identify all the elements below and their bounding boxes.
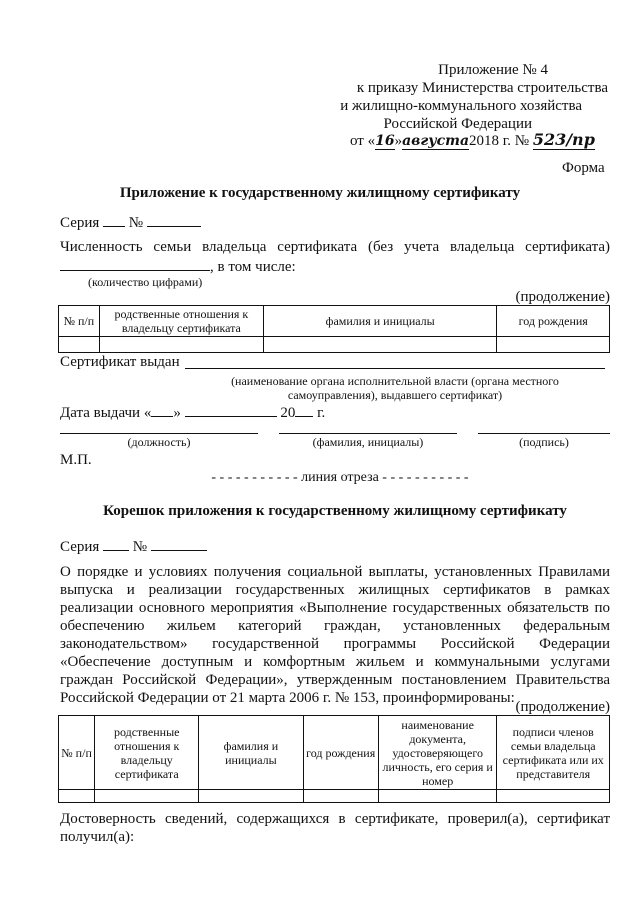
- paragraph-line: граждан Российской Федерации», утвержденным постановлением Правительства: [60, 672, 610, 688]
- table-cell: [497, 337, 610, 353]
- family-count-text: Численность семьи владельца сертификата (без учета владельца сертификата): [60, 239, 610, 255]
- series-label: Серия: [60, 215, 100, 231]
- col-header-relation: родственные отношения к владельцу сертификата: [95, 716, 199, 790]
- form-label: Форма: [562, 160, 605, 176]
- verification-line1: Достоверность сведений, содержащихся в сертификате, проверил(а), сертификат: [60, 811, 610, 827]
- number-label: №: [132, 539, 148, 555]
- information-paragraph: [60, 563, 610, 707]
- paragraph-last-line: Российской Федерации от 21 марта 2006 г. № 153, проинформированы:: [60, 690, 515, 706]
- issue-year-suffix: г.: [317, 405, 326, 421]
- table-cell: [199, 790, 303, 803]
- col-header-id-document: наименование документа, удостоверяющего личность, его серия и номер: [378, 716, 497, 790]
- issue-date-label: Дата выдачи «: [60, 405, 152, 421]
- order-ref-line3: Российской Федерации: [383, 116, 532, 132]
- col-header-birth-year: год рождения: [497, 306, 610, 337]
- issued-caption-line2: самоуправления), выдавшего сертификат): [287, 388, 503, 402]
- date-day-handwritten: 16: [375, 133, 395, 149]
- series-label: Серия: [60, 539, 100, 555]
- table-cell: [303, 790, 378, 803]
- number-field: [151, 536, 207, 551]
- order-ref-line1: к приказу Министерства строительства: [356, 80, 608, 96]
- col-header-num: № п/п: [59, 716, 95, 790]
- paragraph-line: выпуска и реализации государственных жилищных сертификатов в рамках: [60, 582, 610, 598]
- paragraph-line: О порядке и условиях получения социальной выплаты, установленных Правилами: [60, 564, 610, 580]
- paragraph-line: реализации основного мероприятия «Выполнение государственных обязательств по: [60, 600, 610, 616]
- table-cell: [497, 790, 610, 803]
- table-cell: [99, 337, 263, 353]
- family-count-line: [60, 256, 296, 276]
- family-count-field: [60, 256, 210, 271]
- cut-line: - - - - - - - - - - - линия отреза - - - - - - - - - - -: [211, 470, 469, 485]
- issue-date-line: [60, 402, 325, 422]
- signature-caption: (подпись): [519, 435, 569, 449]
- name-caption: (фамилия, инициалы): [312, 435, 424, 449]
- col-header-num: № п/п: [59, 306, 100, 337]
- including-text: , в том числе:: [210, 259, 296, 275]
- table-cell: [59, 337, 100, 353]
- series-field: [103, 212, 125, 227]
- stamp-label: М.П.: [60, 452, 92, 468]
- issue-month-field: [185, 402, 277, 417]
- name-line: [279, 433, 457, 434]
- order-date-line: [350, 131, 610, 150]
- number-field: [147, 212, 201, 227]
- part2-series-line: [60, 536, 207, 556]
- col-header-signatures: подписи членов семьи владельца сертификата или их представителя: [497, 716, 610, 790]
- order-ref-line2: и жилищно-коммунального хозяйства: [340, 98, 582, 114]
- issued-caption-line1: (наименование органа исполнительной власти (органа местного: [231, 374, 559, 388]
- continuation-label-2: (продолжение): [515, 699, 610, 715]
- position-caption: (должность): [127, 435, 191, 449]
- issued-label: Сертификат выдан: [60, 354, 180, 370]
- family-table-2: [58, 715, 610, 803]
- family-table-1: [58, 305, 610, 353]
- issue-year-field: [295, 402, 313, 417]
- issue-day-field: [151, 402, 173, 417]
- table-cell: [95, 790, 199, 803]
- table-cell: [263, 337, 496, 353]
- number-label: №: [128, 215, 144, 231]
- count-caption: (количество цифрами): [88, 275, 203, 289]
- part1-title: Приложение к государственному жилищному сертификату: [119, 185, 521, 201]
- date-month-handwritten: августа: [402, 133, 470, 149]
- appendix-number: Приложение № 4: [438, 62, 548, 78]
- col-header-relation: родственные отношения к владельцу сертификата: [99, 306, 263, 337]
- signature-line: [478, 433, 610, 434]
- issued-field-line: [185, 368, 605, 369]
- part2-title: Корешок приложения к государственному жилищному сертификату: [103, 503, 567, 519]
- position-line: [60, 433, 258, 434]
- part1-series-line: [60, 212, 201, 232]
- date-year: 2018 г. №: [469, 133, 530, 149]
- paragraph-line: «Обеспечение доступным и комфортным жильем и коммунальными услугами: [60, 654, 610, 670]
- table-cell: [59, 790, 95, 803]
- table-cell: [378, 790, 497, 803]
- col-header-name: фамилия и инициалы: [199, 716, 303, 790]
- date-prefix: от «: [350, 133, 376, 149]
- col-header-name: фамилия и инициалы: [263, 306, 496, 337]
- issue-year-prefix: 20: [280, 405, 296, 421]
- series-field: [103, 536, 129, 551]
- date-mid: »: [394, 133, 403, 149]
- issue-date-close: »: [173, 405, 181, 421]
- col-header-birth-year: год рождения: [303, 716, 378, 790]
- order-number-handwritten: 523/пр: [532, 130, 595, 149]
- paragraph-line: законодательством» государственной программы Российской Федерации: [60, 636, 610, 652]
- paragraph-line: обеспечению жильем категорий граждан, установленных федеральным: [60, 618, 610, 634]
- continuation-label-1: (продолжение): [515, 289, 610, 305]
- verification-line2: получил(а):: [60, 829, 135, 845]
